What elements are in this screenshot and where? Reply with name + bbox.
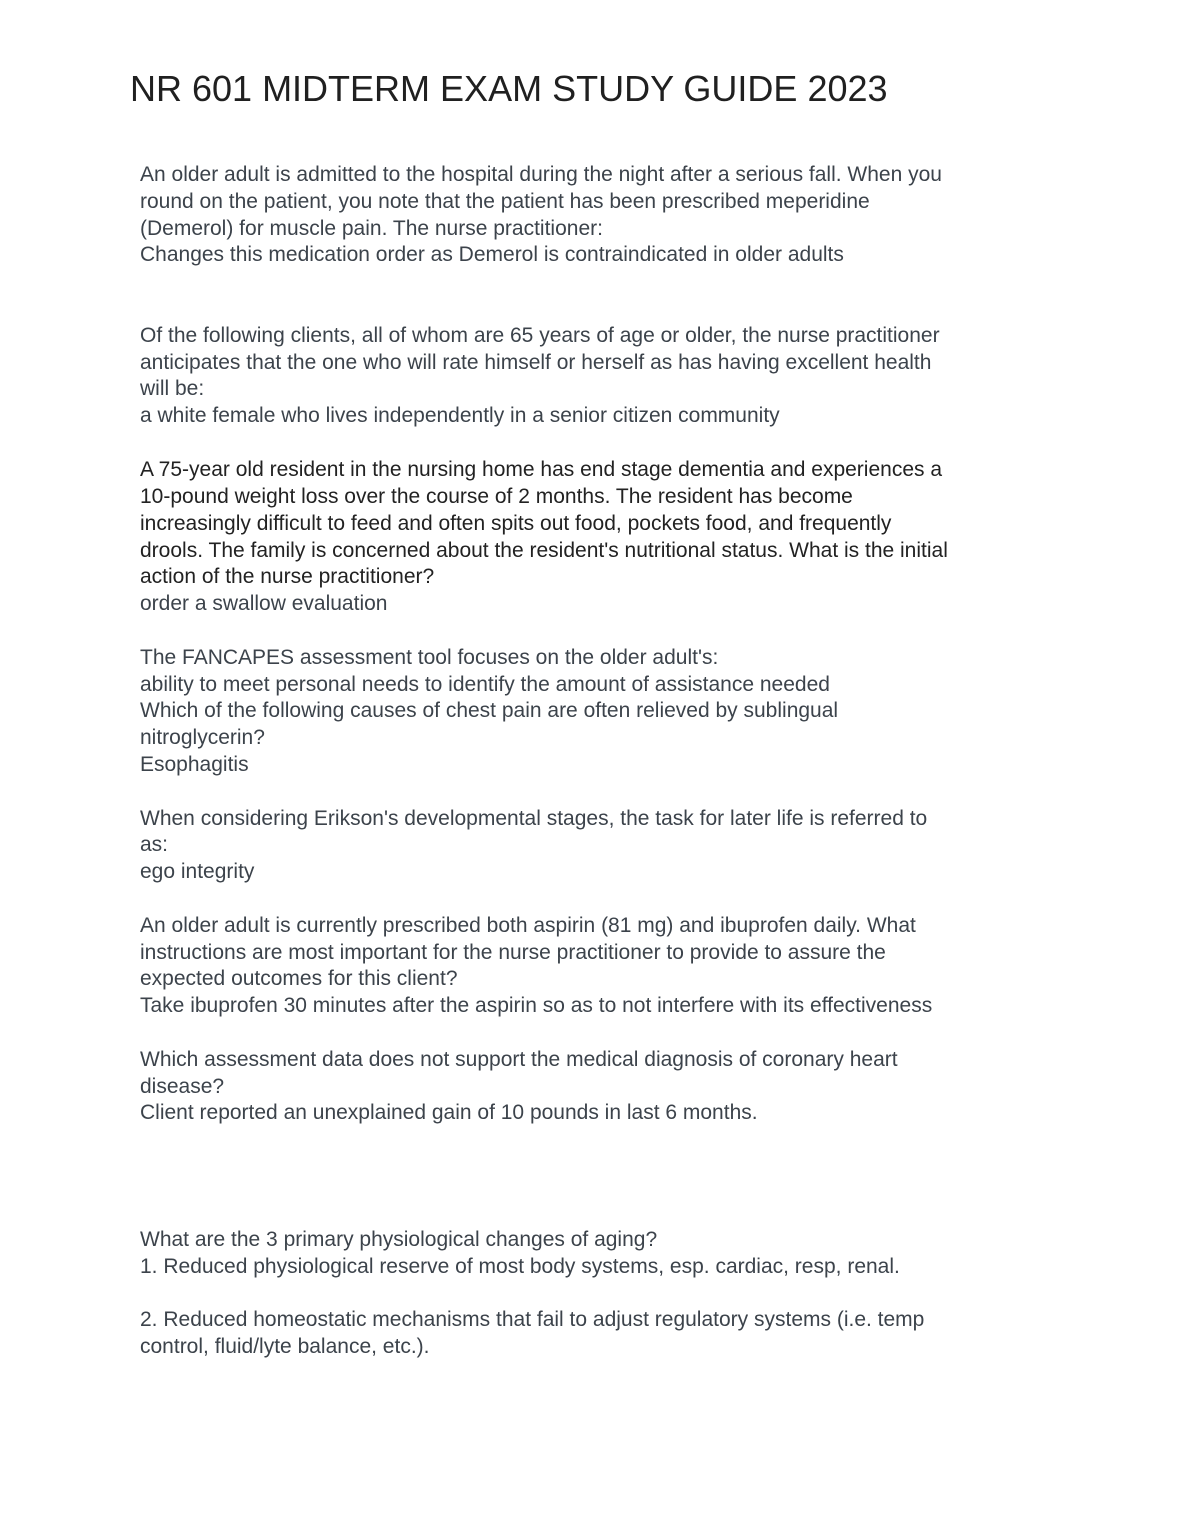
page-title: NR 601 MIDTERM EXAM STUDY GUIDE 2023 (130, 68, 888, 109)
answer-line: 2. Reduced homeostatic mechanisms that fail to adjust regulatory systems (i.e. temp (140, 1308, 925, 1331)
question-line: 10-pound weight loss over the course of 2 months. The resident has become (140, 485, 853, 508)
question-line: as: (140, 833, 169, 856)
question-line: When considering Erikson's developmental stages, the task for later life is referred to (140, 807, 928, 830)
question-line: Which assessment data does not support the medical diagnosis of coronary heart (140, 1048, 898, 1071)
answer-line: control, fluid/lyte balance, etc.). (140, 1335, 430, 1358)
question-line: disease? (140, 1075, 225, 1098)
question-line: An older adult is currently prescribed both aspirin (81 mg) and ibuprofen daily. What (140, 914, 916, 937)
question-line: An older adult is admitted to the hospital during the night after a serious fall. When you (140, 163, 942, 186)
question-line: instructions are most important for the nurse practitioner to provide to assure the (140, 941, 886, 964)
answer-line: order a swallow evaluation (140, 592, 388, 615)
question-line: A 75-year old resident in the nursing home has end stage dementia and experiences a (140, 458, 943, 481)
question-line: Of the following clients, all of whom are 65 years of age or older, the nurse practitioner (140, 324, 940, 347)
answer-line: Esophagitis (140, 753, 249, 776)
question-line: (Demerol) for muscle pain. The nurse practitioner: (140, 217, 603, 240)
question-line: anticipates that the one who will rate himself or herself as has having excellent health (140, 351, 932, 374)
question-line: The FANCAPES assessment tool focuses on the older adult's: (140, 646, 719, 669)
answer-line: Changes this medication order as Demerol is contraindicated in older adults (140, 243, 844, 266)
question-line: will be: (140, 377, 205, 400)
question-line: expected outcomes for this client? (140, 967, 458, 990)
answer-line: Client reported an unexplained gain of 10 pounds in last 6 months. (140, 1101, 758, 1124)
question-line: drools. The family is concerned about the resident's nutritional status. What is the initial (140, 539, 948, 562)
answer-line: 1. Reduced physiological reserve of most body systems, esp. cardiac, resp, renal. (140, 1255, 900, 1278)
question-line: increasingly difficult to feed and often spits out food, pockets food, and frequently (140, 512, 892, 535)
answer-line: ego integrity (140, 860, 255, 883)
question-line: Which of the following causes of chest pain are often relieved by sublingual (140, 699, 839, 722)
question-line: round on the patient, you note that the patient has been prescribed meperidine (140, 190, 870, 213)
question-line: What are the 3 primary physiological changes of aging? (140, 1228, 658, 1251)
question-line: nitroglycerin? (140, 726, 265, 749)
answer-line: Take ibuprofen 30 minutes after the aspirin so as to not interfere with its effectiveness (140, 994, 933, 1017)
question-line: action of the nurse practitioner? (140, 565, 435, 588)
answer-line: a white female who lives independently in a senior citizen community (140, 404, 780, 427)
answer-line: ability to meet personal needs to identify the amount of assistance needed (140, 673, 830, 696)
